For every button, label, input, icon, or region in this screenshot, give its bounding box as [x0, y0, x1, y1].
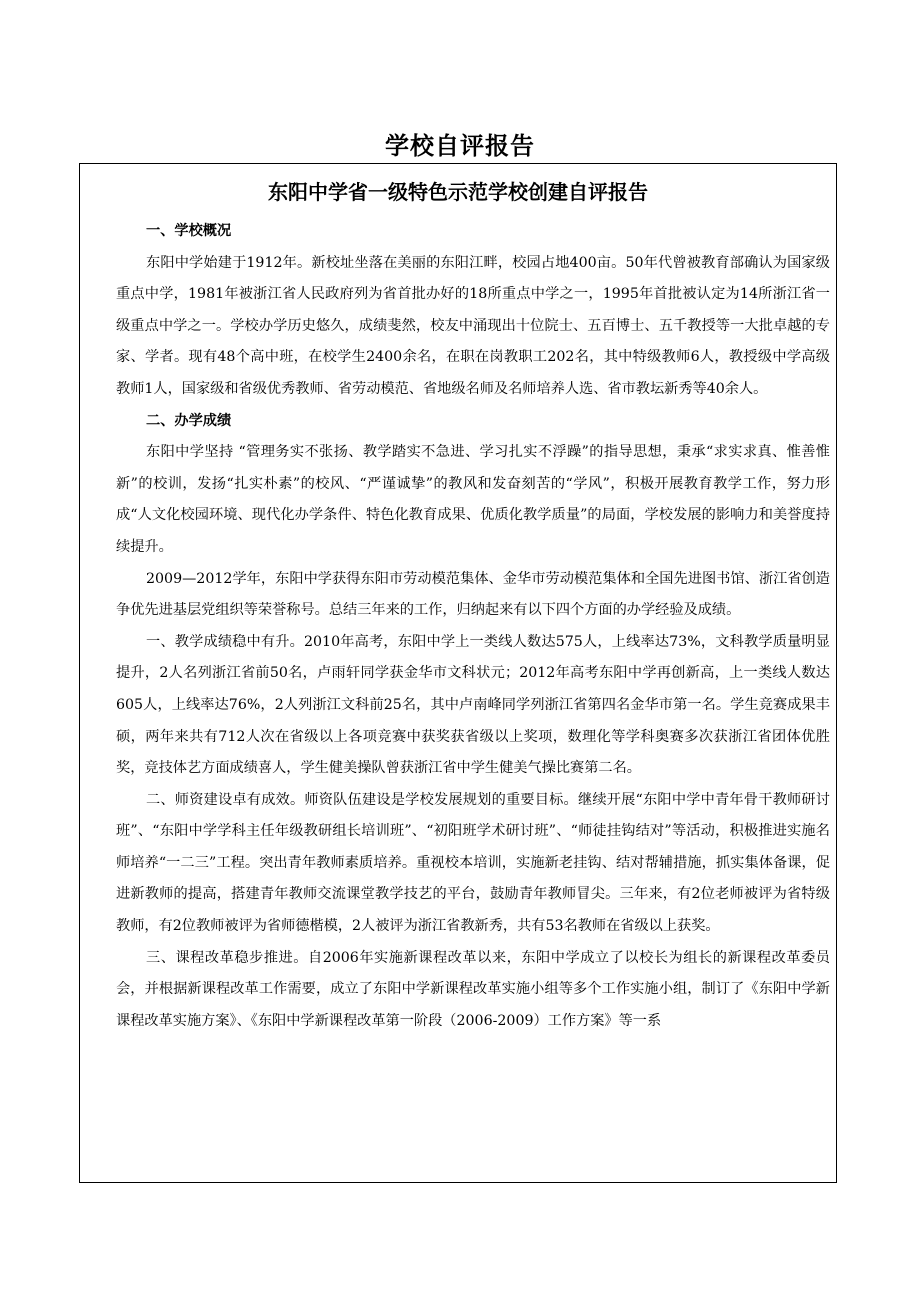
achievements-paragraph-curriculum: 三、课程改革稳步推进。自2006年实施新课程改革以来，东阳中学成立了以校长为组长的新课程改革委员会，并根据新课程改革工作需要，成立了东阳中学新课程改革实施小组等多个工作实施小组，制订了《东阳中学新课程改革实施方案》、《东阳中学新课程改革第一阶段（2006-2009）工作方案》等一系 [116, 949, 830, 1029]
achievements-paragraph-faculty: 二、师资建设卓有成效。师资队伍建设是学校发展规划的重要目标。继续开展“东阳中学中青年骨干教师研讨班”、“东阳中学学科主任年级教研组长培训班”、“初阳班学术研讨班”、“师徒挂钩结对”等活动，积极推进实施名师培养“一二三”工程。突出青年教师素质培养。重视校本培训，实施新老挂钩、结对帮辅措施，抓实集体备课，促进新教师的提高，搭建青年教师交流课堂教学技艺的平台，鼓励青年教师冒尖。三年来，有2位老师被评为省特级教师，有2位教师被评为省师德楷模，2人被评为浙江省教新秀，共有53名教师在省级以上获奖。 [116, 791, 830, 935]
achievements-paragraph-honors: 2009—2012学年，东阳中学获得东阳市劳动模范集体、金华市劳动模范集体和全国先进图书馆、浙江省创造争优先进基层党组织等荣誉称号。总结三年来的工作，归纳起来有以下四个方面的办学经验及成绩。 [116, 570, 830, 619]
achievements-paragraph-intro: 东阳中学坚持 “管理务实不张扬、教学踏实不急进、学习扎实不浮躁”的指导思想，秉承“求实求真、惟善惟新”的校训，发扬“扎实朴素”的校风、“严谨诚挚”的教风和发奋刻苦的“学风”，积极开展教育教学工作，努力形成“人文化校园环境、现代化办学条件、特色化教育成果、优质化教学质量”的局面，学校发展的影响力和美誉度持续提升。 [116, 444, 830, 555]
report-frame [79, 163, 837, 1183]
section-heading-overview: 一、学校概况 [146, 223, 232, 239]
page-title: 学校自评报告 [385, 131, 535, 160]
report-title: 东阳中学省一级特色示范学校创建自评报告 [268, 180, 648, 204]
overview-paragraph: 东阳中学始建于1912年。新校址坐落在美丽的东阳江畔，校园占地400亩。50年代曾被教育部确认为国家级重点中学，1981年被浙江省人民政府列为省首批办好的18所重点中学之一，1995年首批被认定为14所浙江省一级重点中学之一。学校办学历史悠久，成绩斐然，校友中涌现出十位院士、五百博士、五千教授等一大批卓越的专家、学者。现有48个高中班，在校学生2400余名，在职在岗教职工202名，其中特级教师6人，教授级中学高级教师1人，国家级和省级优秀教师、省劳动模范、省地级名师及名师培养人选、省市教坛新秀等40余人。 [116, 254, 830, 397]
report-body [116, 216, 830, 1037]
section-heading-achievements: 二、办学成绩 [146, 412, 232, 429]
achievements-paragraph-teaching: 一、教学成绩稳中有升。2010年高考，东阳中学上一类线人数达575人，上线率达73%，文科教学质量明显提升，2人名列浙江省前50名，卢雨轩同学获金华市文科状元；2012年高考东阳中学再创新高，上一类线人数达605人，上线率达76%，2人列浙江文科前25名，其中卢南峰同学列浙江省第四名金华市第一名。学生竞赛成果丰硕，两年来共有712人次在省级以上各项竞赛中获奖获省级以上奖项，数理化等学科奥赛多次获浙江省团体优胜奖，竞技体艺方面成绩喜人，学生健美操队曾获浙江省中学生健美气操比赛第二名。 [116, 633, 830, 777]
